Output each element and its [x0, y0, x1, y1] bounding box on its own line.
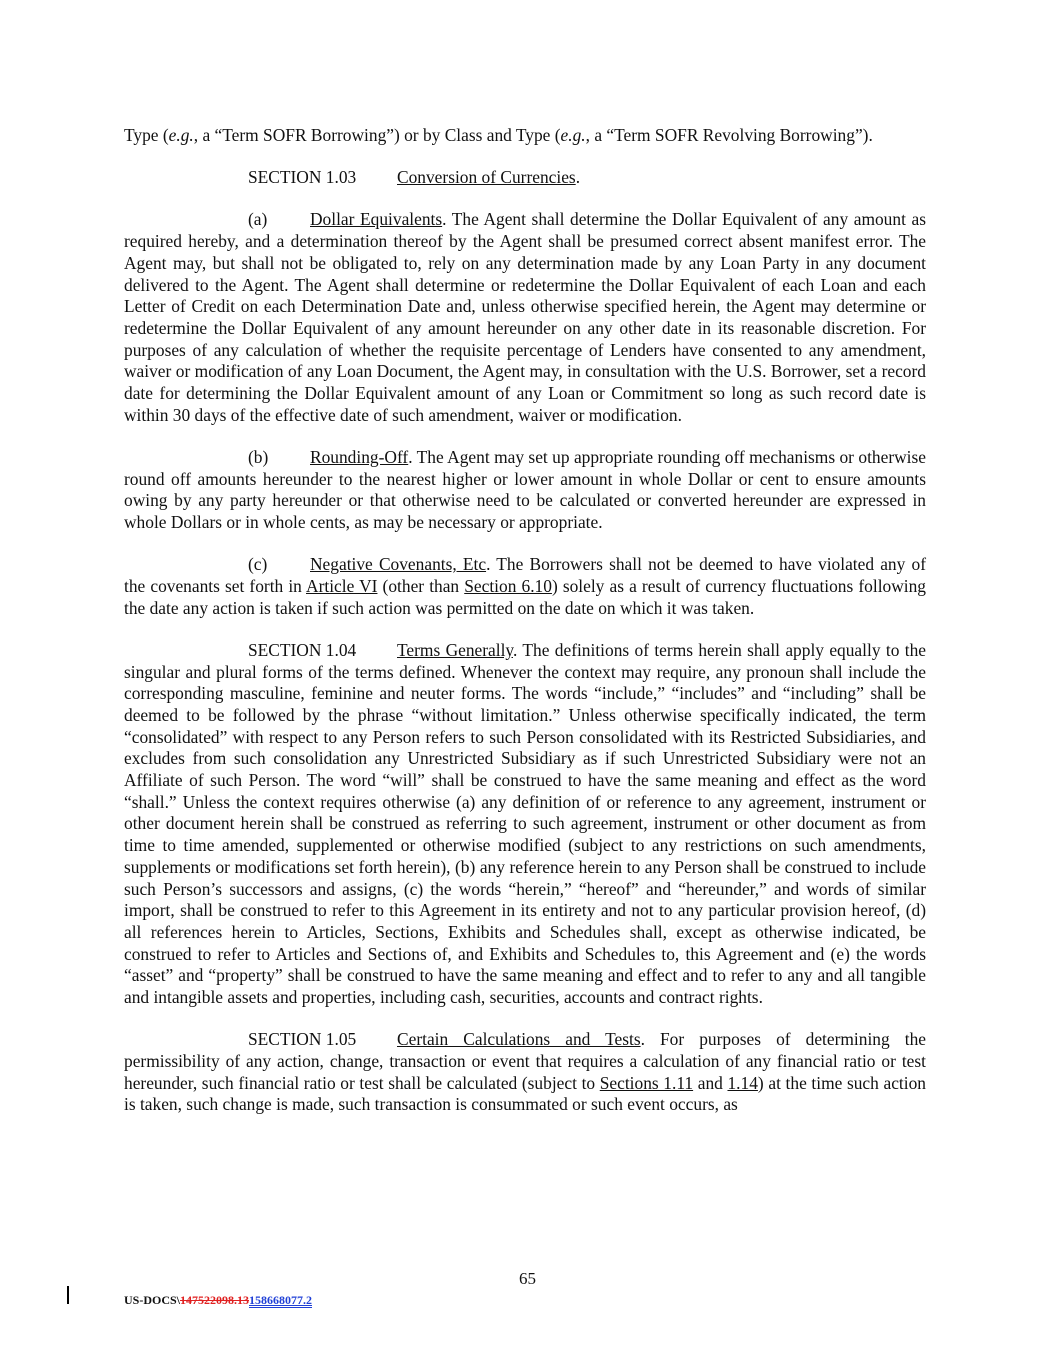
section-number: SECTION 1.04: [248, 639, 357, 660]
section-text: . For purposes of determining the permissibility of any action, change, transaction or event that requires a calculation of any financial ratio or test hereunder, such financial ratio or test shall be calculated (subject to: [124, 1029, 926, 1093]
subsection-text: . The Agent shall determine the Dollar Equivalent of any amount as required hereby, and a determination thereof by the Agent shall be presumed correct absent manifest error. The Agent may, but shall not be obligated to, rely on any determination made by any Loan Party in any document delivered to the Agent. The Agent shall determine or redetermine the Dollar Equivalent of each Loan and each Letter of Credit on each Determination Date and, unless otherwise specified herein, the Agent may determine or redetermine the Dollar Equivalent of any amount hereunder on any other date in its reasonable discretion. For purposes of any calculation of whether the requisite percentage of Lenders have consented to any amendment, waiver or modification of any Loan Document, the Agent may, in consultation with the U.S. Borrower, set a record date for determining the Dollar Equivalent amount of any Loan or Commitment so long as such record date is within 30 days of the effective date of such amendment, waiver or modification.: [124, 209, 926, 425]
change-bar: [67, 1286, 69, 1304]
section-number: SECTION 1.05: [248, 1029, 357, 1050]
subsection-label: (c): [248, 554, 268, 575]
subsection-text: ) solely as a result of currency fluctuations following the date any action is taken if such action was permitted on the date on which it was taken.: [124, 575, 926, 618]
section-text: and: [693, 1072, 728, 1093]
section-title: Terms Generally: [397, 639, 513, 660]
doc-id-inserted: 158668077.2: [249, 1293, 313, 1307]
article-reference: Article VI: [306, 575, 378, 596]
intro-text: Type (: [124, 125, 169, 145]
section-title-punct: .: [575, 167, 581, 188]
section-reference: 1.14: [727, 1072, 758, 1093]
subsection-label: (a): [248, 209, 268, 230]
subsection-heading: Rounding-Off: [310, 446, 409, 467]
subsection-text: . The Borrowers shall not be deemed to have violated any of the covenants set forth in: [124, 554, 926, 596]
section-title: Conversion of Currencies: [397, 167, 576, 188]
subsection-text: (other than: [377, 575, 465, 596]
section-text: . The definitions of terms herein shall apply equally to the singular and plural forms of the terms defined. Whenever the context may require, any pronoun shall include the corresponding masculine, feminine and neuter forms. The words “include,” “includes” and “including” shall be deemed to be followed by the phrase “without limitation.” Unless otherwise specifically indicated, the term “consolidated” with respect to any Person refers to such Person consolidated with its Restricted Subsidiaries, and excludes from such consolidation any Unrestricted Subsidiary as if such Unrestricted Subsidiary were not an Affiliate of such Person. The word “will” shall be construed to have the same meaning and effect as the word “shall.” Unless the context requires otherwise (a) any definition of or reference to any agreement, instrument or other document herein shall be construed as referring to such agreement, instrument or other document as from time to time amended, supplemented or otherwise modified (subject to any restrictions on such amendments, supplements or modifications set forth herein), (b) any reference herein to any Person shall be construed to include such Person’s successors and assigns, (c) the words “herein,” “hereof” and “hereunder,” and words of similar import, shall be construed to refer to this Agreement in its entirety and not to any particular provision hereof, (d) all references herein to Articles, Sections, Exhibits and Schedules shall, except as otherwise indicated, be construed to refer to Articles and Sections of, and Exhibits and Schedules to, this Agreement and (e) the words “asset” and “property” shall be construed to have the same meaning and effect and to refer to any and all tangible and intangible assets and properties, including cash, securities, accounts and contract rights.: [124, 639, 926, 1008]
section-title: Certain Calculations and Tests: [397, 1029, 641, 1050]
subsection-heading: Dollar Equivalents: [310, 209, 443, 230]
page-number: 65: [519, 1269, 536, 1288]
intro-text: , a “Term SOFR Borrowing”) or by Class and Type (: [193, 125, 561, 145]
subsection-b: [124, 447, 926, 534]
intro-text: , a “Term SOFR Revolving Borrowing”).: [585, 125, 873, 145]
subsection-heading: Negative Covenants, Etc: [310, 554, 487, 575]
section-text: ) at the time such action is taken, such change is made, such transaction is consummated or such event occurs, as: [124, 1072, 926, 1115]
page-body: [124, 125, 926, 1116]
section-1-05: [124, 1029, 926, 1116]
section-number: SECTION 1.03: [248, 167, 357, 188]
section-1-03-heading: [124, 167, 926, 189]
section-reference: Sections 1.11: [599, 1072, 694, 1093]
subsection-text: . The Agent may set up appropriate rounding off mechanisms or otherwise round off amounts hereunder to the nearest higher or lower amount in whole Dollar or cent to ensure amounts owing by any party hereunder or that otherwise need to be calculated or converted hereunder are expressed in whole Dollars or in whole cents, as may be necessary or appropriate.: [124, 446, 926, 533]
document-id: [124, 1290, 312, 1312]
section-reference: Section 6.10: [464, 575, 552, 596]
eg-italic: e.g.: [168, 125, 194, 145]
eg-italic: e.g.: [560, 125, 586, 145]
subsection-label: (b): [248, 446, 269, 467]
section-1-04: [124, 640, 926, 1009]
doc-prefix: US-DOCS\: [124, 1293, 181, 1307]
subsection-c: [124, 554, 926, 619]
subsection-a: [124, 209, 926, 426]
doc-id-deleted: 147522098.13: [180, 1293, 250, 1307]
intro-paragraph: [124, 125, 926, 147]
